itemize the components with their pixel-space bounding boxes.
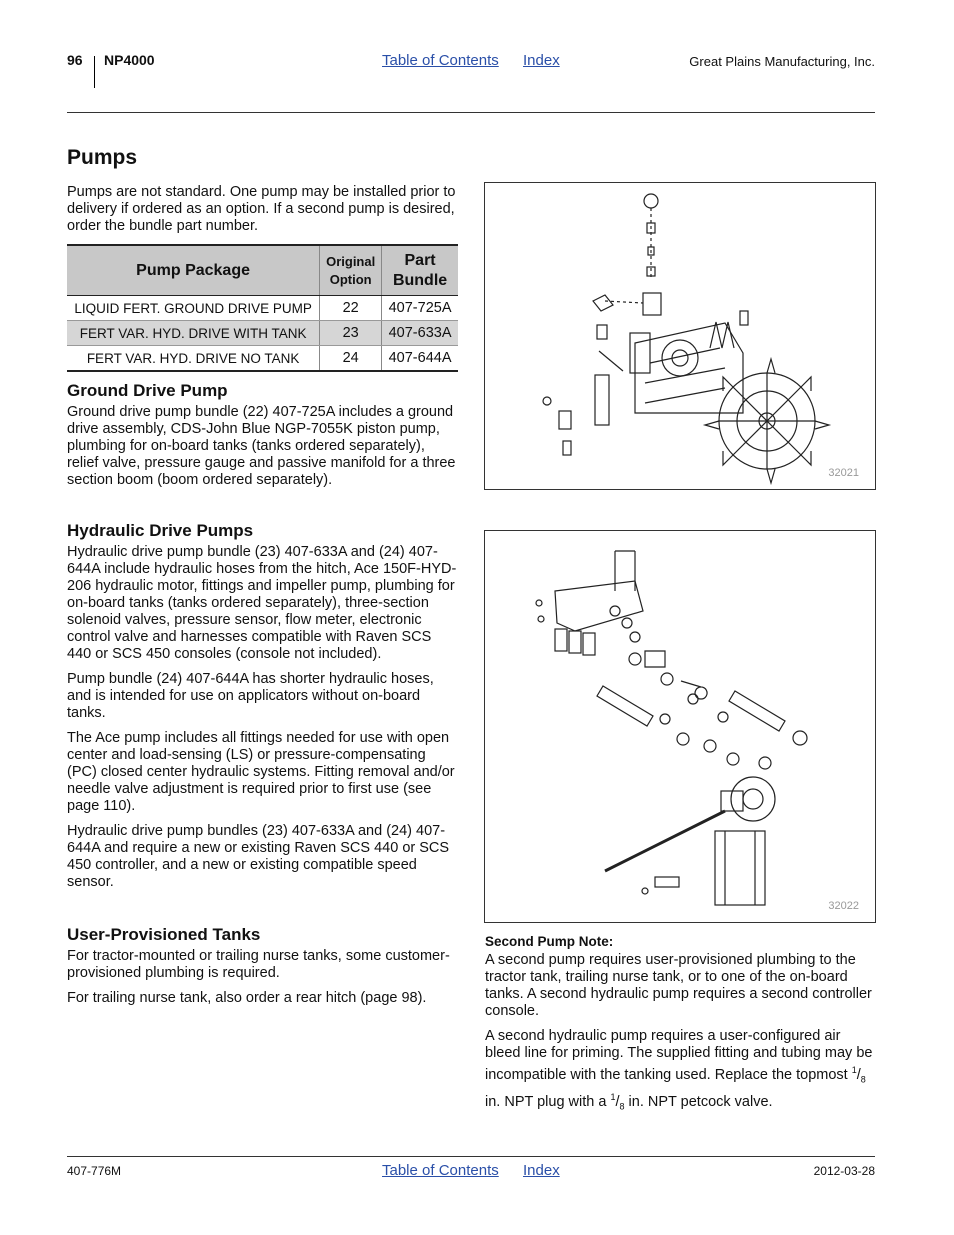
hydraulic-text-1: Hydraulic drive pump bundle (23) 407-633A and (24) 407-644A include hydraulic hoses from the hitch, Ace 150F-HYD-206 hydraulic motor, fittings and impeller pump, plumbing for on-board tanks (tanks ordered separately), three-section solenoid valves, pressure sensor, flow meter, electronic control valve and harnesses compatible with Raven SCS 440 or SCS 450 consoles (console not included).: [67, 544, 457, 662]
user-tanks-text-2: For trailing nurse tank, also order a rear hitch (page 98).: [67, 990, 427, 1006]
table-cell: 407-725A: [382, 296, 458, 321]
hydraulic-text-2: Pump bundle (24) 407-644A has shorter hydraulic hoses, and is intended for use on applicators without on-board tanks.: [67, 671, 434, 721]
table-row: [67, 321, 458, 346]
toc-link[interactable]: Table of Contents: [382, 52, 499, 69]
ground-drive-text: Ground drive pump bundle (22) 407-725A includes a ground drive assembly, CDS-John Blue NGP-7055K piston pump, plumbing for on-board tanks (tanks ordered separately), relief valve, pressure gauge and passive manifold for a three section boom (boom ordered separately).: [67, 404, 456, 488]
table-cell: LIQUID FERT. GROUND DRIVE PUMP: [67, 296, 320, 321]
second-pump-text-2: A second hydraulic pump requires a user-configured air bleed line for priming. The supplied fitting and tubing may be incompatible with the tanking used. Replace the topmost $^1/_8$ in. NPT plug with a $^1/_8$ in. NPT petcock valve.: [485, 1028, 873, 1112]
table-cell: 24: [320, 346, 382, 372]
index-link[interactable]: Index: [523, 52, 560, 69]
table-cell: 23: [320, 321, 382, 346]
header-rule: [67, 112, 875, 113]
frac-num-2: 1: [610, 1091, 616, 1102]
second-pump-text-1: A second pump requires user-provisioned plumbing to the tractor tank, trailing nurse tank, or to one of the on-board tanks. A second hydraulic pump requires a second controller console.: [485, 952, 872, 1019]
second-pump-text-2a: A second hydraulic pump requires a user-configured air bleed line for priming. The supplied fitting and tubing may be incompatible with the tanking used. Replace the topmost: [485, 1028, 873, 1083]
table-cell: 407-633A: [382, 321, 458, 346]
page-title: Pumps: [67, 146, 138, 169]
user-tanks-heading: User-Provisioned Tanks: [67, 925, 261, 944]
header-divider: [94, 56, 95, 88]
figure-1-caption: 32021: [828, 467, 859, 479]
col-header-bundle-text: Part Bundle: [392, 251, 448, 289]
footer-rule: [67, 1156, 875, 1157]
table-cell: FERT VAR. HYD. DRIVE WITH TANK: [67, 321, 320, 346]
intro-text: Pumps are not standard. One pump may be installed prior to delivery if ordered as an option. If a second pump is desired, order the bundle part number.: [67, 184, 456, 234]
page-number: 96: [67, 52, 83, 68]
ground-drive-figure: [484, 182, 876, 490]
doc-number: 407-776M: [67, 1164, 122, 1178]
col-header-option-text: Original Option: [326, 253, 376, 287]
table-cell: 407-644A: [382, 346, 458, 372]
footer-toc-link[interactable]: Table of Contents: [382, 1162, 499, 1179]
col-header-bundle: [382, 245, 458, 296]
hydraulic-pump-illustration: [485, 531, 875, 922]
table-row: [67, 296, 458, 321]
table-row: [67, 346, 458, 372]
figure-2-caption: 32022: [828, 900, 859, 912]
hydraulic-text-3: The Ace pump includes all fittings needed for use with open center and load-sensing (LS) or pressure-compensating (PC) closed center hydraulic systems. Fitting removal and/or needle valve adjustment is required prior to first use (see page 110).: [67, 730, 455, 814]
footer-date: 2012-03-28: [813, 1164, 875, 1178]
ground-drive-illustration: [485, 183, 875, 489]
hydraulic-pump-figure: [484, 530, 876, 923]
frac-den-2: 8: [619, 1101, 625, 1112]
table-cell: FERT VAR. HYD. DRIVE NO TANK: [67, 346, 320, 372]
col-header-package: Pump Package: [67, 245, 320, 296]
company-name: Great Plains Manufacturing, Inc.: [689, 54, 875, 69]
pump-package-table: [67, 244, 458, 372]
hydraulic-heading: Hydraulic Drive Pumps: [67, 521, 254, 540]
col-header-option: [320, 245, 382, 296]
user-tanks-text-1: For tractor-mounted or trailing nurse tanks, some customer-provisioned plumbing is required.: [67, 948, 450, 981]
ground-drive-heading: Ground Drive Pump: [67, 381, 228, 400]
frac-den-1: 8: [860, 1074, 866, 1085]
model-name: NP4000: [104, 52, 155, 68]
hydraulic-text-4: Hydraulic drive pump bundles (23) 407-633A and (24) 407-644A and require a new or existing Raven SCS 440 or SCS 450 controller, and a new or existing compatible speed sensor.: [67, 823, 450, 890]
table-cell: 22: [320, 296, 382, 321]
second-pump-text-2c: in. NPT petcock valve.: [624, 1093, 773, 1110]
footer-index-link[interactable]: Index: [523, 1162, 560, 1179]
second-pump-heading: Second Pump Note:: [485, 934, 614, 949]
second-pump-text-2b: in. NPT plug with a: [485, 1093, 611, 1110]
frac-num-1: 1: [851, 1065, 857, 1075]
